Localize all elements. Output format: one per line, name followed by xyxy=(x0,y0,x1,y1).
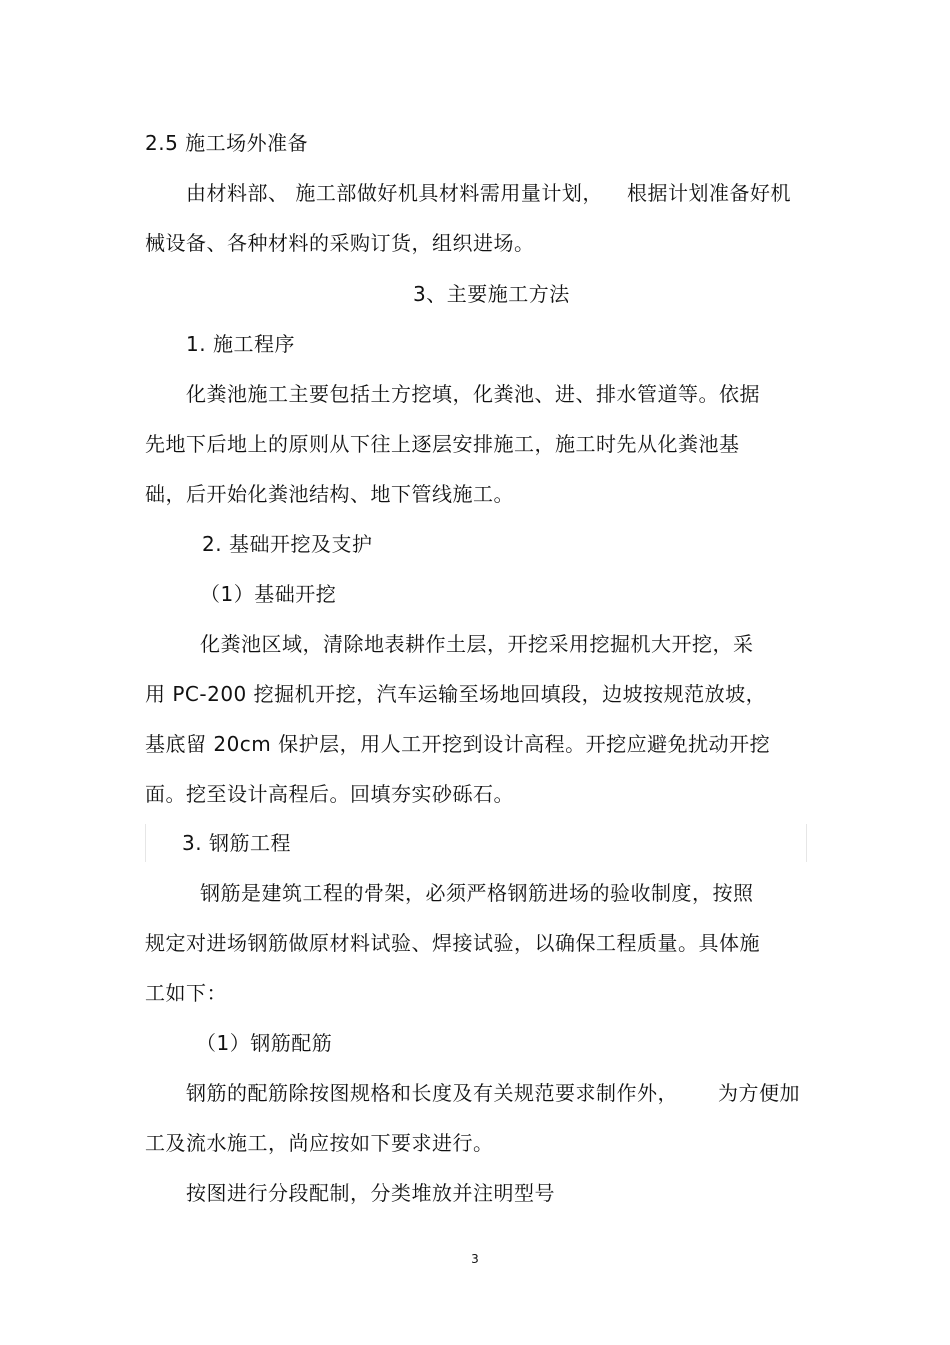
paragraph-line: 根据计划准备好机 xyxy=(627,181,791,205)
paragraph-line: 础，后开始化粪池结构、地下管线施工。 xyxy=(145,482,514,506)
page-number: 3 xyxy=(471,1252,479,1266)
subheading: 1. 施工程序 xyxy=(186,332,295,356)
subheading: 2. 基础开挖及支护 xyxy=(202,532,373,556)
paragraph-line: 先地下后地上的原则从下往上逐层安排施工，施工时先从化粪池基 xyxy=(145,432,740,456)
divider xyxy=(145,824,146,862)
divider xyxy=(806,824,807,862)
section-title: 3、主要施工方法 xyxy=(413,282,570,306)
paragraph-line: 钢筋是建筑工程的骨架，必须严格钢筋进场的验收制度，按照 xyxy=(200,881,754,905)
paragraph-line: 化粪池区域，清除地表耕作土层，开挖采用挖掘机大开挖，采 xyxy=(200,632,754,656)
paragraph-line: 规定对进场钢筋做原材料试验、焊接试验，以确保工程质量。具体施 xyxy=(145,931,760,955)
paragraph-line: 工如下： xyxy=(145,981,227,1005)
paragraph-line: 化粪池施工主要包括土方挖填，化粪池、进、排水管道等。依据 xyxy=(186,382,760,406)
paragraph-line: 面。挖至设计高程后。回填夯实砂砾石。 xyxy=(145,782,514,806)
paragraph-line: 工及流水施工，尚应按如下要求进行。 xyxy=(145,1131,494,1155)
paragraph-line: 由材料部、 施工部做好机具材料需用量计划， xyxy=(186,181,603,205)
subheading: （1）钢筋配筋 xyxy=(196,1031,333,1055)
subheading: 3. 钢筋工程 xyxy=(182,831,291,855)
paragraph-line: 为方便加 xyxy=(718,1081,800,1105)
paragraph-line: 用 PC-200 挖掘机开挖，汽车运输至场地回填段，边坡按规范放坡， xyxy=(145,682,767,706)
paragraph-line: 基底留 20cm 保护层，用人工开挖到设计高程。开挖应避免扰动开挖 xyxy=(145,732,771,756)
paragraph-line: 按图进行分段配制，分类堆放并注明型号 xyxy=(186,1181,555,1205)
paragraph-line: 械设备、各种材料的采购订货，组织进场。 xyxy=(145,231,535,255)
paragraph-line: 钢筋的配筋除按图规格和长度及有关规范要求制作外， xyxy=(186,1081,678,1105)
heading-2-5: 2.5 施工场外准备 xyxy=(145,131,309,155)
subheading: （1）基础开挖 xyxy=(200,582,337,606)
